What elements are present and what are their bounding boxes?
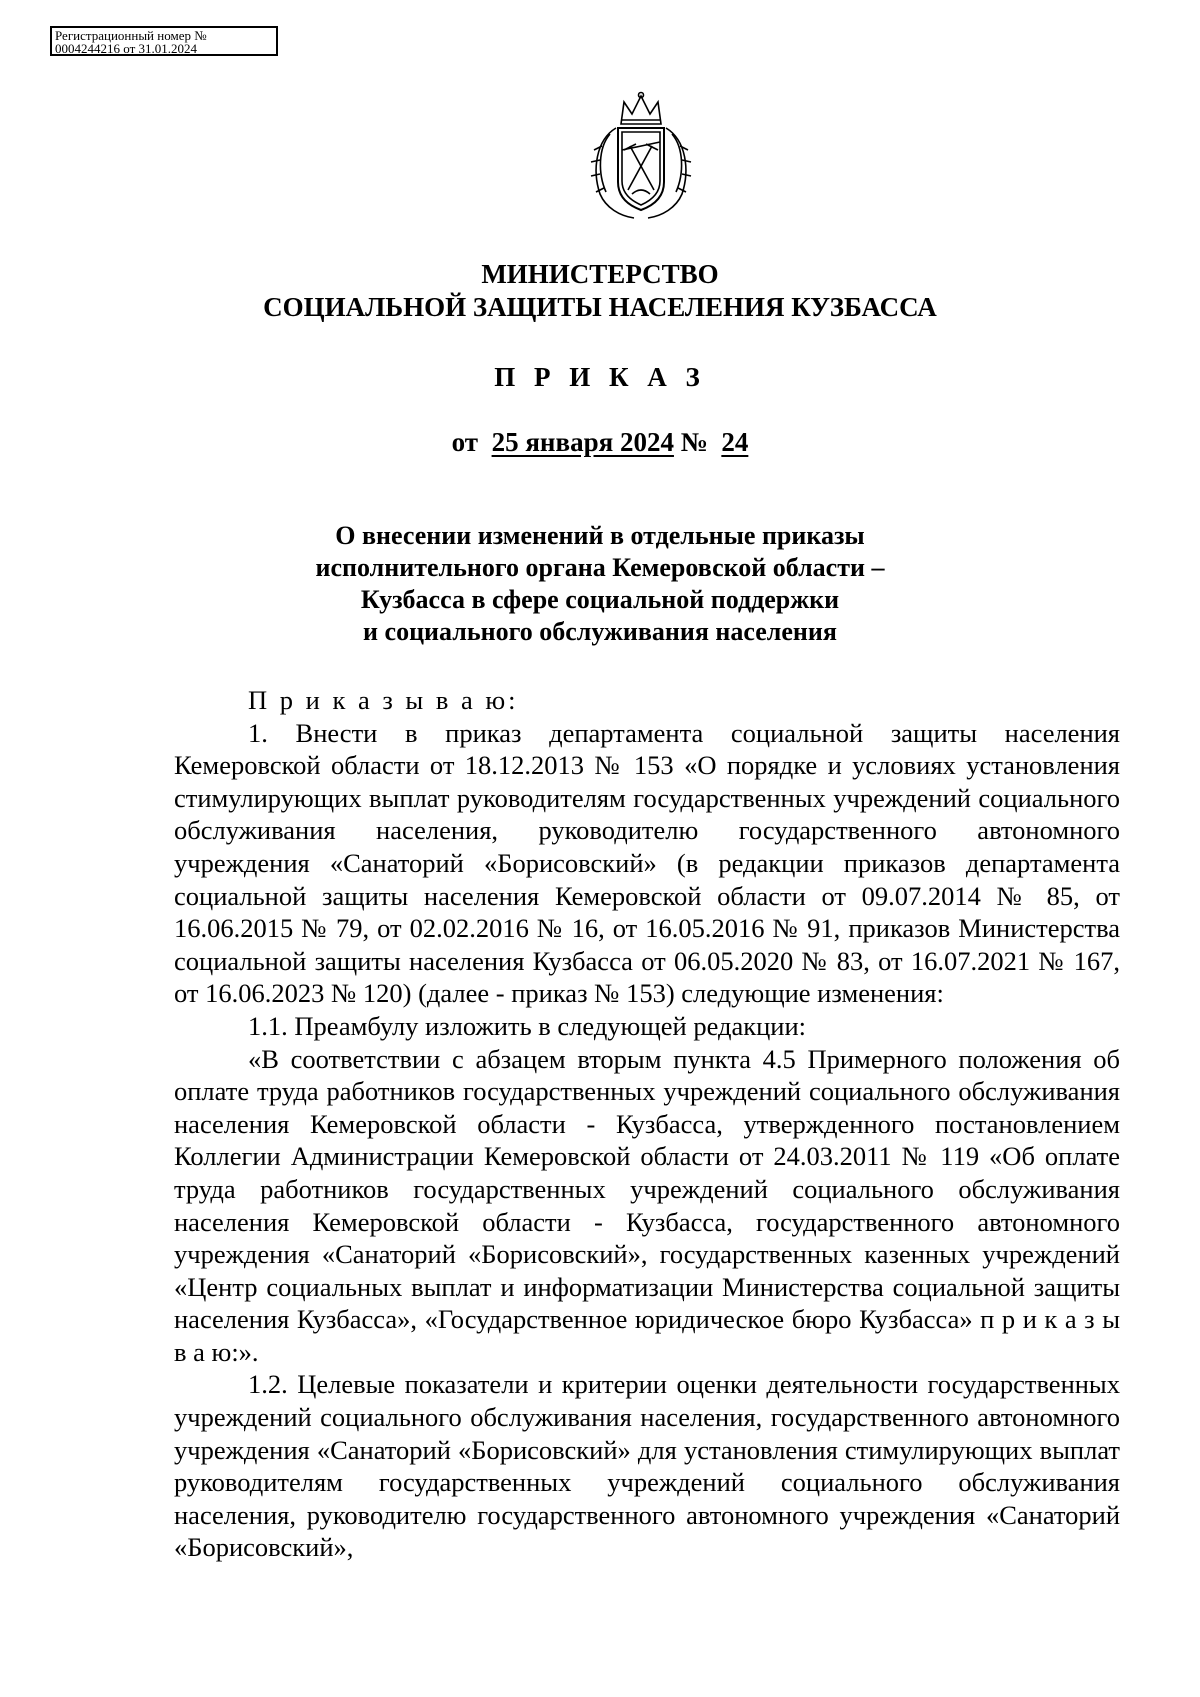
subject-line-4: и социального обслуживания населения [363,617,837,646]
registration-stamp [50,26,278,56]
subject-line-3: Кузбасса в сфере социальной поддержки [360,585,840,614]
registration-line-2: 0004244216 от 31.01.2024 [55,41,198,56]
preamble-order-word: п р и к а з ы в а ю:». [174,1304,1120,1367]
paragraph-1-1: 1.1. Преамбулу изложить в следующей редакции: [248,1010,807,1041]
order-word-text: П р и к а з ы в а ю: [248,685,519,715]
subject-line-1: О внесении изменений в отдельные приказы [335,521,865,550]
document-date: 25 января 2024 [491,427,674,457]
kuzbass-coat-of-arms-icon [586,90,696,225]
date-number-line [0,426,1200,459]
number-sign: № [680,427,708,457]
preamble-text: «В соответствии с абзацем вторым пункта 4.5 Примерного положения об оплате труда работников государственных учреждений социального обслуживания населения Кемеровской области - Кузбасса, утвержденного постановлением Коллегии Администрации Кемеровской области от 24.03.2011 № 119 «Об оплате труда работников государственных учреждений социального обслуживания населения Кемеровской области - Кузбасса, государственного автономного учреждения «Санаторий «Борисовский», государственных казенных учреждений «Центр социальных выплат и информатизации Министерства социальной защиты населения Кузбасса», «Государственное юридическое бюро Кузбасса» [174,1043,1120,1335]
document-subject [0,520,1200,648]
ministry-line-2: СОЦИАЛЬНОЙ ЗАЩИТЫ НАСЕЛЕНИЯ КУЗБАССА [263,292,937,322]
document-type: П Р И К А З [494,362,706,392]
document-body [174,684,1120,1564]
order-word [174,684,1120,717]
paragraph-1: 1. Внести в приказ департамента социальной защиты населения Кемеровской области от 18.12.2013 № 153 «О порядке и условиях установления стимулирующих выплат руководителям государственных учреждений социального обслуживания населения, руководителю государственного автономного учреждения «Санаторий «Борисовский» (в редакции приказов департамента социальной защиты населения Кемеровской области от 09.07.2014 № 85, от 16.06.2015 № 79, от 02.02.2016 № 16, от 16.05.2016 № 91, приказов Министерства социальной защиты населения Кузбасса от 06.05.2020 № 83, от 16.07.2021 № 167, от 16.06.2023 № 120) (далее - приказ № 153) следующие изменения: [174,717,1120,1009]
ministry-line-1: МИНИСТЕРСТВО [481,259,719,289]
ministry-title [0,258,1200,324]
paragraph-1-2: 1.2. Целевые показатели и критерии оценки деятельности государственных учреждений социального обслуживания населения, государственного автономного учреждения «Санаторий «Борисовский» для установления стимулирующих выплат руководителям государственных учреждений социального обслуживания населения, руководителю государственного автономного учреждения «Санаторий «Борисовский», [174,1369,1120,1563]
document-number: 24 [721,427,749,457]
subject-line-2: исполнительного органа Кемеровской области – [315,553,885,582]
date-prefix: от [451,427,479,457]
paragraph-preamble [174,1043,1120,1369]
registration-line-1: Регистрационный номер № [55,28,207,43]
